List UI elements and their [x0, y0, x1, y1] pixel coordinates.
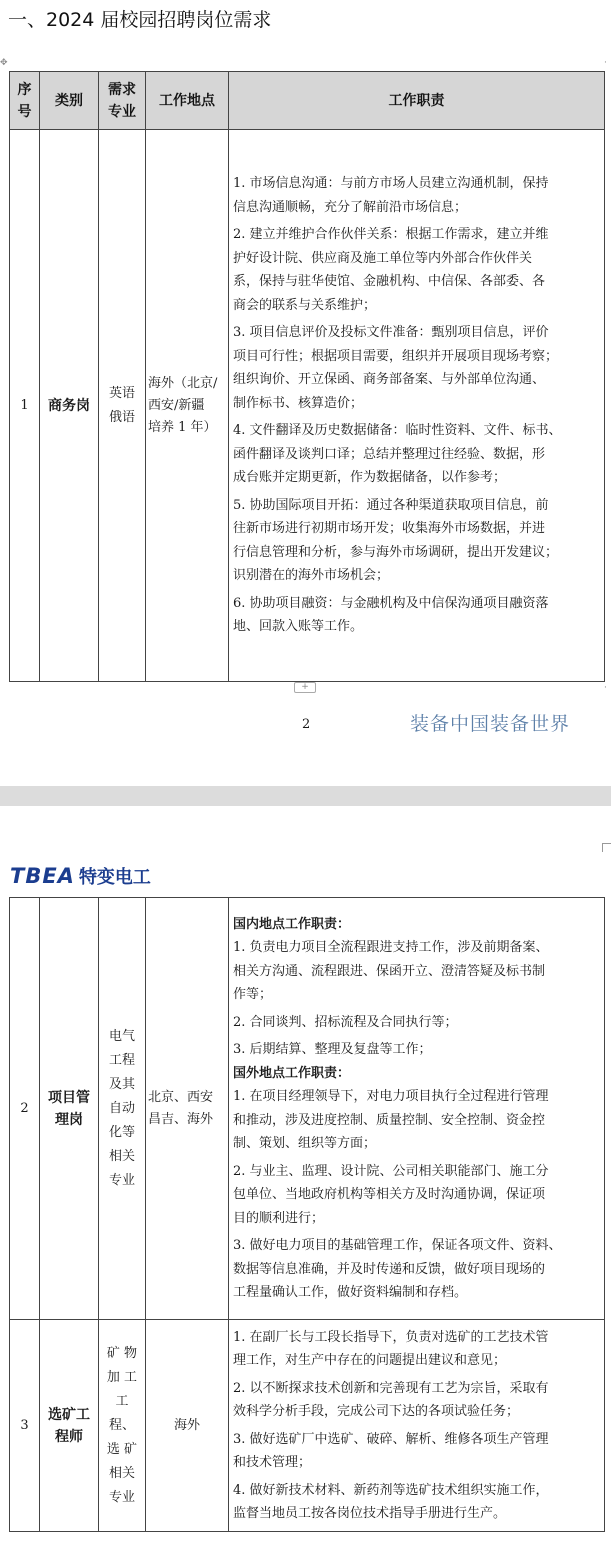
row-category: 项目管 理岗: [40, 898, 99, 1320]
row-duties: [229, 1320, 605, 1532]
page-separator: [0, 786, 611, 806]
logo-latin: TBEA: [10, 864, 75, 888]
corner-marker: [602, 843, 611, 852]
duty-item: 4. 文件翻译及历史数据储备：临时性资料、文件、标书、 函件翻译及谈判口译；总结并整理过往经验、数据，形 成台账并定期更新，作为数据储备，以作参考；: [233, 423, 562, 486]
row-location: 海外（北京/ 西安/新疆 培养 1 年）: [146, 130, 229, 682]
recruitment-table-page1: [9, 71, 605, 682]
duty-item: 3. 做好选矿厂中选矿、破碎、解析、维修各项生产管理 和技术管理；: [233, 1431, 549, 1470]
table-row: [10, 898, 605, 1320]
row-location: 海外: [146, 1320, 229, 1532]
duty-item: 4. 做好新技术材料、新药剂等选矿技术组织实施工作， 监督当地员工按各岗位技术指导手册进行生产。: [233, 1482, 549, 1521]
header-location: 工作地点: [146, 72, 229, 130]
duty-heading-domestic: 国内地点工作职责：: [233, 916, 351, 932]
row-duties: [229, 898, 605, 1320]
row-duties: [229, 130, 605, 682]
table-header-row: [10, 72, 605, 130]
company-logo: [10, 863, 151, 889]
row-major: 英语 俄语: [99, 130, 146, 682]
recruitment-table-page2: [9, 897, 605, 1532]
header-category: 类别: [40, 72, 99, 130]
row-seq: 1: [10, 130, 40, 682]
slogan: 装备中国装备世界: [410, 713, 571, 735]
row-category: 选矿工 程师: [40, 1320, 99, 1532]
plus-icon[interactable]: +: [294, 682, 316, 693]
row-location: 北京、西安 昌吉、海外: [146, 898, 229, 1320]
duty-heading-overseas: 国外地点工作职责：: [233, 1065, 351, 1081]
row-seq: 3: [10, 1320, 40, 1532]
row-category: 商务岗: [40, 130, 99, 682]
duty-item: 2. 建立并维护合作伙伴关系：根据工作需求，建立并维 护好设计院、供应商及施工单位等内外部合作伙伴关 系，保持与驻华使馆、金融机构、中信保、各部委、各 商会的联系与关系维护；: [233, 227, 549, 313]
section-title: 一、2024 届校园招聘岗位需求: [8, 9, 272, 31]
header-duties: 工作职责: [229, 72, 605, 130]
duty-item: 1. 在项目经理领导下，对电力项目执行全过程进行管理 和推动，涉及进度控制、质量控制、安全控制、资金控 制、策划、组织等方面；: [233, 1089, 549, 1151]
table-row: [10, 130, 605, 682]
duty-item: 1. 负责电力项目全流程跟进支持工作，涉及前期备案、 相关方沟通、流程跟进、保函开立、澄清答疑及标书制 作等；: [233, 940, 549, 1002]
duty-item: 3. 做好电力项目的基础管理工作，保证各项文件、资料、 数据等信息准确，并及时传递和反馈，做好项目现场的 工程量确认工作，做好资料编制和存档。: [233, 1238, 562, 1300]
row-seq: 2: [10, 898, 40, 1320]
duty-item: 2. 以不断探求技术创新和完善现有工艺为宗旨，采取有 效科学分析手段，完成公司下达的各项试验任务；: [233, 1380, 549, 1419]
duty-item: 2. 与业主、监理、设计院、公司相关职能部门、施工分 包单位、当地政府机构等相关方及时沟通协调，保证项 目的顺利进行；: [233, 1163, 549, 1226]
duty-item: 1. 市场信息沟通：与前方市场人员建立沟通机制，保持 信息沟通顺畅，充分了解前沿市场信息；: [233, 176, 549, 215]
header-major: 需求 专业: [99, 72, 146, 130]
duty-item: 3. 项目信息评价及投标文件准备：甄别项目信息，评价 项目可行性；根据项目需要，组织并开展项目现场考察； 组织询价、开立保函、商务部备案、与外部单位沟通、 制作标书、核算造价；: [233, 325, 559, 411]
duty-item: 6. 协助项目融资：与金融机构及中信保沟通项目融资落 地、回款入账等工作。: [233, 595, 549, 635]
header-seq: 序 号: [10, 72, 40, 130]
corner-marker: ·: [604, 58, 607, 68]
table-row: [10, 1320, 605, 1532]
corner-marker: ·: [604, 683, 607, 693]
logo-chinese: 特变电工: [78, 867, 151, 888]
move-icon[interactable]: ✥: [0, 58, 8, 68]
duty-item: 1. 在副厂长与工段长指导下，负责对选矿的工艺技术管 理工作，对生产中存在的问题提出建议和意见；: [233, 1329, 549, 1368]
page-number: 2: [302, 717, 311, 732]
row-major: 电气 工程 及其 自动 化等 相关 专业: [99, 898, 146, 1320]
row-major: 矿 物 加 工 工程、 选 矿 相关 专业: [99, 1320, 146, 1532]
duty-item: 5. 协助国际项目开拓：通过各种渠道获取项目信息，前 往新市场进行初期市场开发；收集海外市场数据，并进 行信息管理和分析，参与海外市场调研，提出开发建议； 识别潜在的海外市场机会；: [233, 497, 559, 584]
duty-item: 3. 后期结算、整理及复盘等工作；: [233, 1042, 432, 1057]
duty-item: 2. 合同谈判、招标流程及合同执行等；: [233, 1014, 458, 1030]
